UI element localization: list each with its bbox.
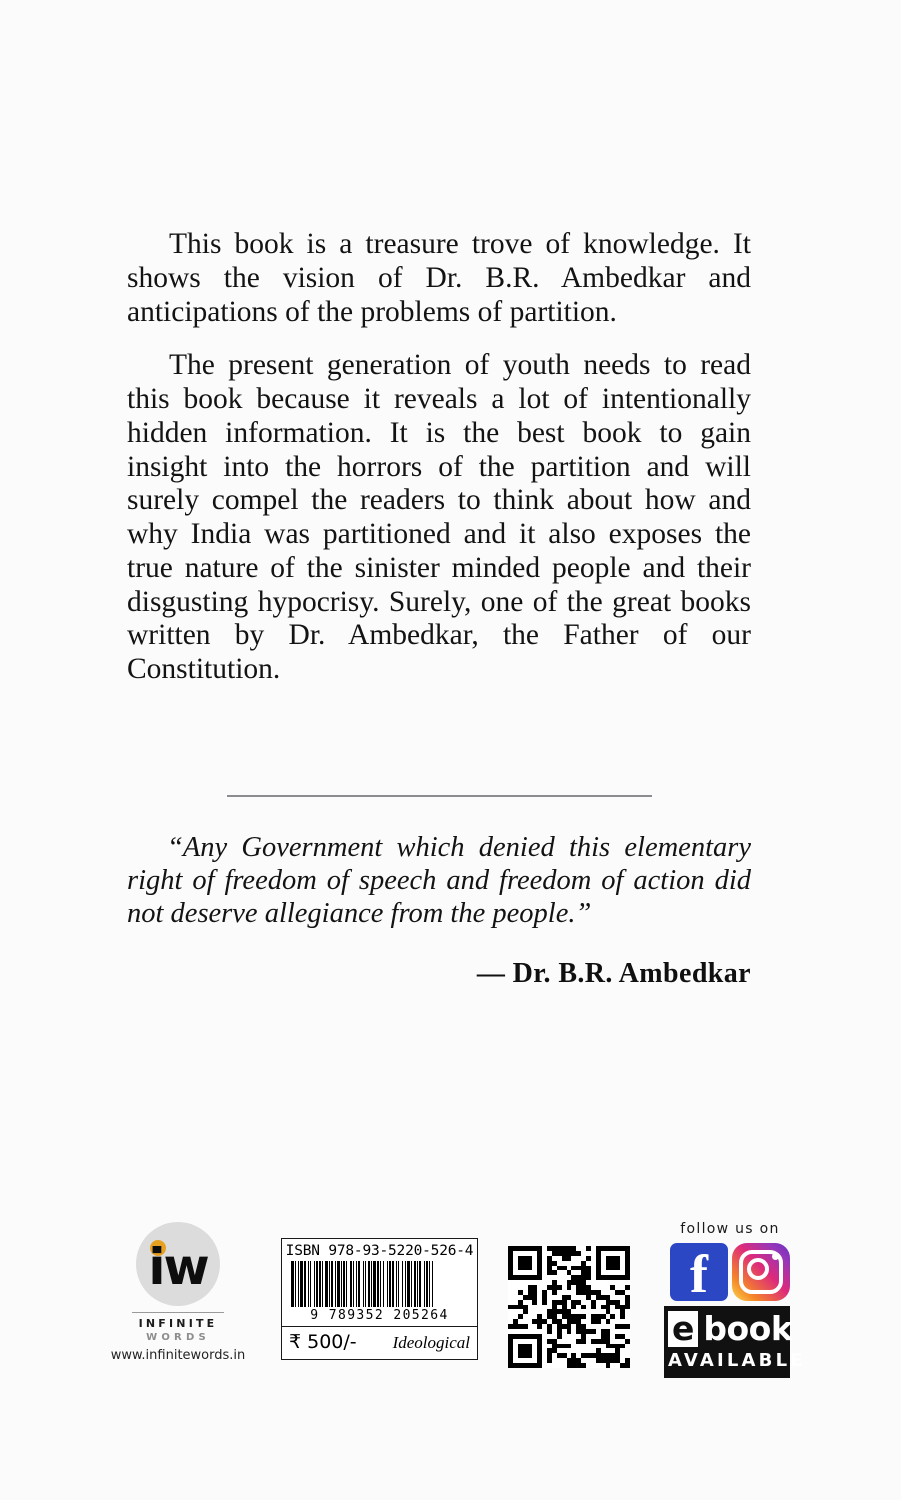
price-label: ₹ 500/- [289, 1331, 357, 1353]
ebook-badge [664, 1306, 806, 1378]
blurb-text-block [127, 228, 751, 687]
quote-attribution: — Dr. B.R. Ambedkar [476, 957, 751, 989]
publisher-logo-mark [136, 1222, 220, 1306]
quote-block [127, 832, 751, 990]
blurb-paragraph-2: The present generation of youth needs to read this book because it reveals a lot of intentionally hidden information. It is the best book to gain insight into the horrors of the partition and will surely compel the readers to think about how and why India was partitioned and it also exposes the true nature of the sinister minded people and their disgusting hypocrisy. Surely, one of the great books written by Dr. Ambedkar, the Father of our Constitution. [127, 349, 751, 686]
qr-code[interactable] [508, 1246, 630, 1368]
social-block [664, 1220, 806, 1378]
social-icons-row [664, 1243, 796, 1301]
facebook-icon[interactable] [670, 1243, 728, 1301]
follow-us-label: follow us on [680, 1221, 780, 1237]
publisher-website[interactable]: www.infinitewords.in [110, 1348, 246, 1363]
isbn-panel [281, 1238, 478, 1360]
divider-rule [227, 795, 652, 797]
ebook-word-row [668, 1309, 793, 1348]
blurb-paragraph-1: This book is a treasure trove of knowledge. It shows the vision of Dr. B.R. Ambedkar and anticipations of the problems of partition. [127, 228, 751, 328]
ebook-word-2: book [703, 1309, 793, 1348]
quote-text: “Any Government which denied this elementary right of freedom of speech and freedom of action did not deserve allegiance from the people.” [127, 832, 751, 929]
category-label: Ideological [392, 1333, 470, 1352]
section-divider [127, 795, 751, 797]
publisher-name-line-2: WORDS [146, 1332, 210, 1343]
isbn-barcode [291, 1261, 468, 1307]
logo-rule [132, 1312, 224, 1313]
instagram-icon[interactable] [732, 1243, 790, 1301]
logo-monogram: iw [148, 1238, 208, 1296]
isbn-bottom-row [282, 1327, 477, 1359]
qr-code-icon [508, 1246, 630, 1368]
publisher-name-line-1: INFINITE [138, 1317, 218, 1330]
facebook-glyph: f [690, 1244, 708, 1301]
ebook-availability-label: AVAILABLE [668, 1350, 806, 1371]
footer-bar [0, 1216, 901, 1386]
ebook-word-1: e [668, 1311, 698, 1347]
isbn-barcode-digits: 9 789352 205264 [310, 1308, 449, 1323]
instagram-dot [772, 1253, 779, 1260]
isbn-number: ISBN 978-93-5220-526-4 [285, 1243, 474, 1259]
instagram-lens [747, 1258, 769, 1280]
publisher-logo-block [104, 1222, 252, 1365]
